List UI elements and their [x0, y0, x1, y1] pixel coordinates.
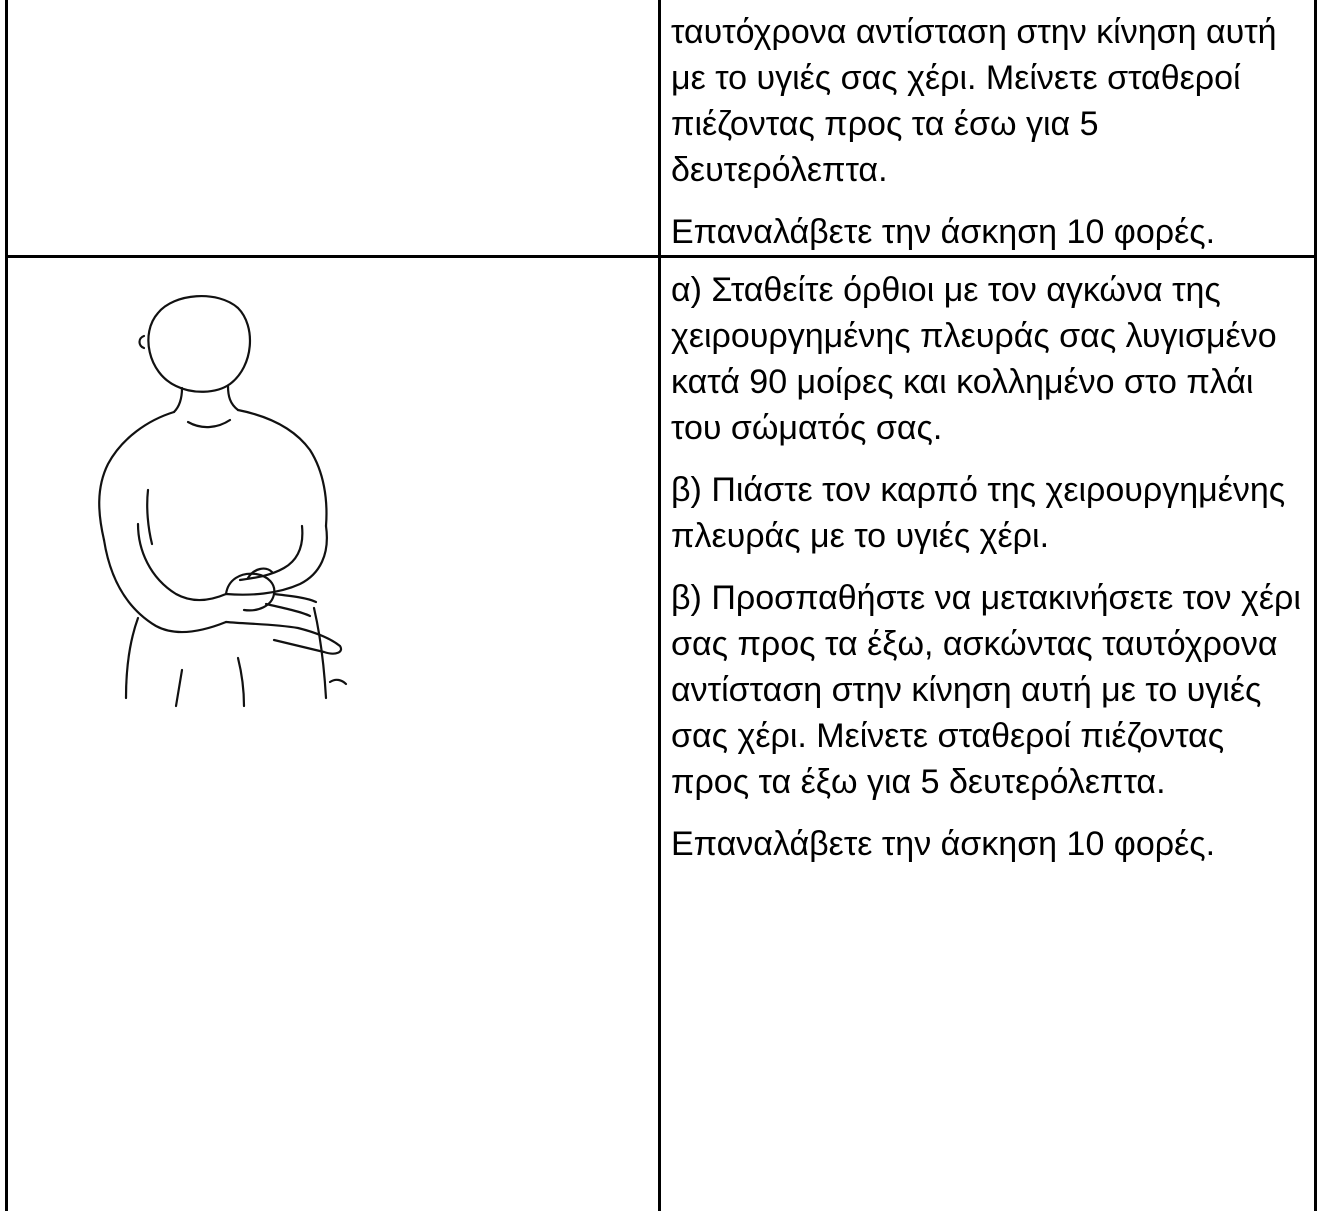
step-c-paragraph: β) Προσπαθήστε να μετακινήσετε τον χέρι σας προς τα έξω, ασκώντας ταυτόχρονα αντίσταση στην κίνηση αυτή με το υγιές σας χέρι. Μείνετε σταθεροί πιέζοντας προς τα έξω για 5 δευτερόλεπτα. [671, 579, 1301, 801]
left-hip [126, 618, 138, 698]
lower-hand [226, 622, 341, 654]
instruction-paragraph: ταυτόχρονα αντίσταση στην κίνηση αυτή με το υγιές σας χέρι. Μείνετε σταθεροί πιέζοντας προς τα έσω για 5 δευτερόλεπτα. [671, 13, 1277, 189]
table-row [7, 257, 1316, 1211]
hand-finger-1 [274, 594, 316, 602]
collar-line [188, 420, 230, 427]
neck-right [228, 386, 238, 410]
step-a-paragraph: α) Σταθείτε όρθιοι με τον αγκώνα της χειρουργημένης πλευράς σας λυγισμένο κατά 90 μοίρες και κολλημένο στο πλάι του σώματός σας. [671, 271, 1277, 447]
instruction-cell [660, 257, 1316, 1211]
illustration-cell [7, 257, 660, 1211]
exercise-table [5, 0, 1317, 1211]
instruction-cell [660, 0, 1316, 257]
illustration [8, 258, 658, 1211]
side-mark [330, 680, 346, 684]
right-arm-outer [226, 526, 327, 595]
chest-line [147, 490, 152, 544]
left-leg-inner [176, 670, 182, 706]
neck-left [174, 388, 182, 412]
head-outline [148, 296, 250, 392]
right-shoulder [238, 410, 326, 526]
right-leg-inner [238, 658, 244, 706]
left-shoulder [99, 412, 174, 540]
table-row [7, 0, 1316, 257]
repeat-instruction: Επαναλάβετε την άσκηση 10 φορές. [671, 825, 1216, 863]
person-standing-holding-wrist-drawing [78, 278, 378, 718]
hand-finger-2 [266, 604, 310, 616]
ear-mark [140, 336, 145, 348]
step-b-paragraph: β) Πιάστε τον καρπό της χειρουργημένης πλευράς με το υγιές χέρι. [671, 471, 1286, 555]
illustration-cell-empty [7, 0, 660, 257]
repeat-instruction: Επαναλάβετε την άσκηση 10 φορές. [671, 213, 1216, 251]
